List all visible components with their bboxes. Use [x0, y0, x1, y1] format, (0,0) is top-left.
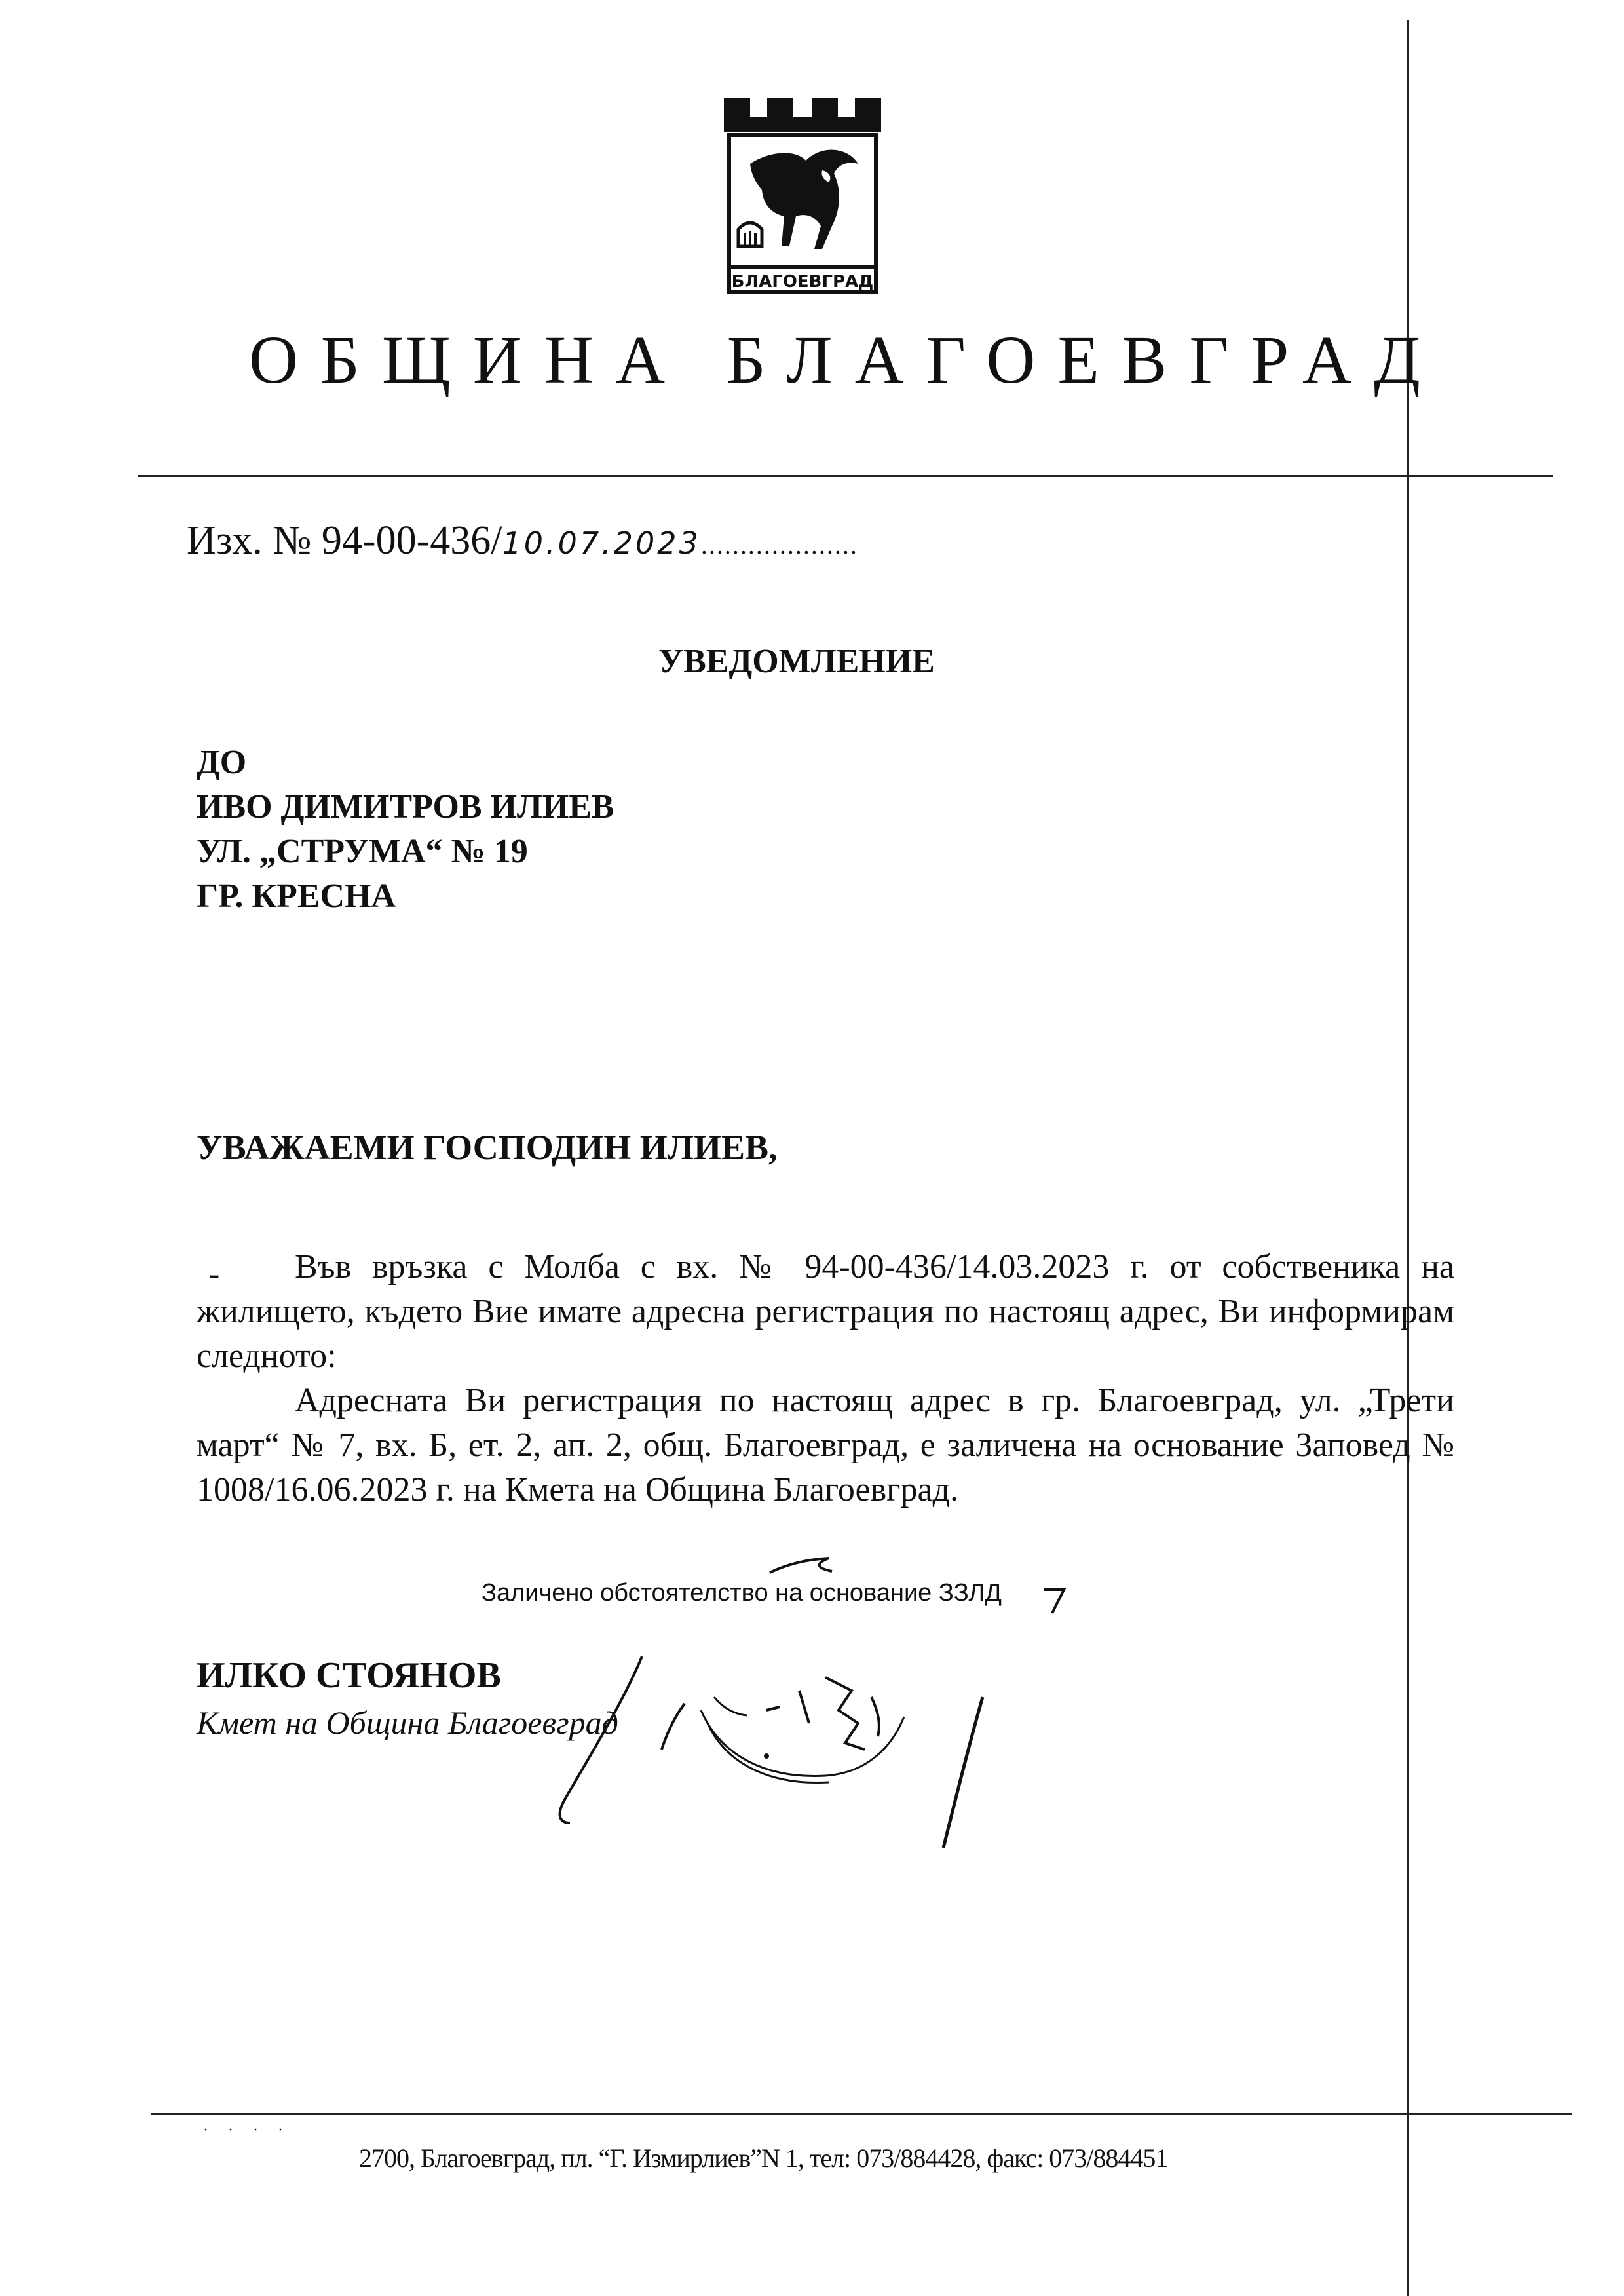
- stray-mark: -: [208, 1255, 220, 1293]
- footer-rule: [151, 2113, 1572, 2115]
- organization-name: ОБЩИНА БЛАГОЕВГРАД: [249, 322, 1443, 398]
- signature-and-stamp: [550, 1651, 1022, 1900]
- recipient-street: УЛ. „СТРУМА“ № 19: [197, 833, 528, 870]
- handwritten-mark: [766, 1553, 839, 1579]
- footer-dots: · · · ·: [203, 2122, 291, 2139]
- redaction-note: Заличено обстоятелство на основание ЗЗЛД: [482, 1579, 1002, 1607]
- salutation: УВАЖАЕМИ ГОСПОДИН ИЛИЕВ,: [197, 1128, 778, 1167]
- footer-contact: 2700, Благоевград, пл. “Г. Измирлиев”N 1, тел: 073/884428, факс: 073/884451: [359, 2143, 1168, 2173]
- recipient-name: ИВО ДИМИТРОВ ИЛИЕВ: [197, 788, 614, 826]
- body-paragraph-1: Във връзка с Молба с вх. № 94-00-436/14.03.2023 г. от собственика на жилището, където Вие имате адресна регистрация по настоящ адрес, Ви информирам следното:: [197, 1248, 1454, 1375]
- handwritten-seven: [1042, 1584, 1068, 1617]
- crest-banner-text: БЛАГОЕВГРАД: [731, 272, 874, 292]
- recipient-to: ДО: [197, 744, 247, 781]
- recipient-block: [197, 740, 614, 919]
- reference-date: 10.07.2023: [502, 526, 701, 561]
- coat-of-arms-logo: [724, 98, 881, 295]
- reference-dotted-fill: ....................: [700, 530, 858, 560]
- reference-prefix: Изх. № 94-00-436/: [187, 518, 502, 563]
- letter-body: [197, 1245, 1454, 1512]
- document-title: УВЕДОМЛЕНИЕ: [658, 643, 935, 680]
- body-paragraph-2: Адресната Ви регистрация по настоящ адрес в гр. Благоевград, ул. „Трети март“ № 7, вх. Б, ет. 2, ап. 2, общ. Благоевград, е заличена на основание Заповед № 1008/16.06.2023 г. на Кмета на Община Благоевград.: [197, 1382, 1454, 1508]
- signer-role: Кмет на Община Благоевград: [197, 1704, 618, 1741]
- reference-number: [187, 518, 858, 564]
- signer-name: ИЛКО СТОЯНОВ: [197, 1655, 501, 1696]
- recipient-city: ГР. КРЕСНА: [197, 877, 396, 915]
- header-rule: [138, 475, 1553, 477]
